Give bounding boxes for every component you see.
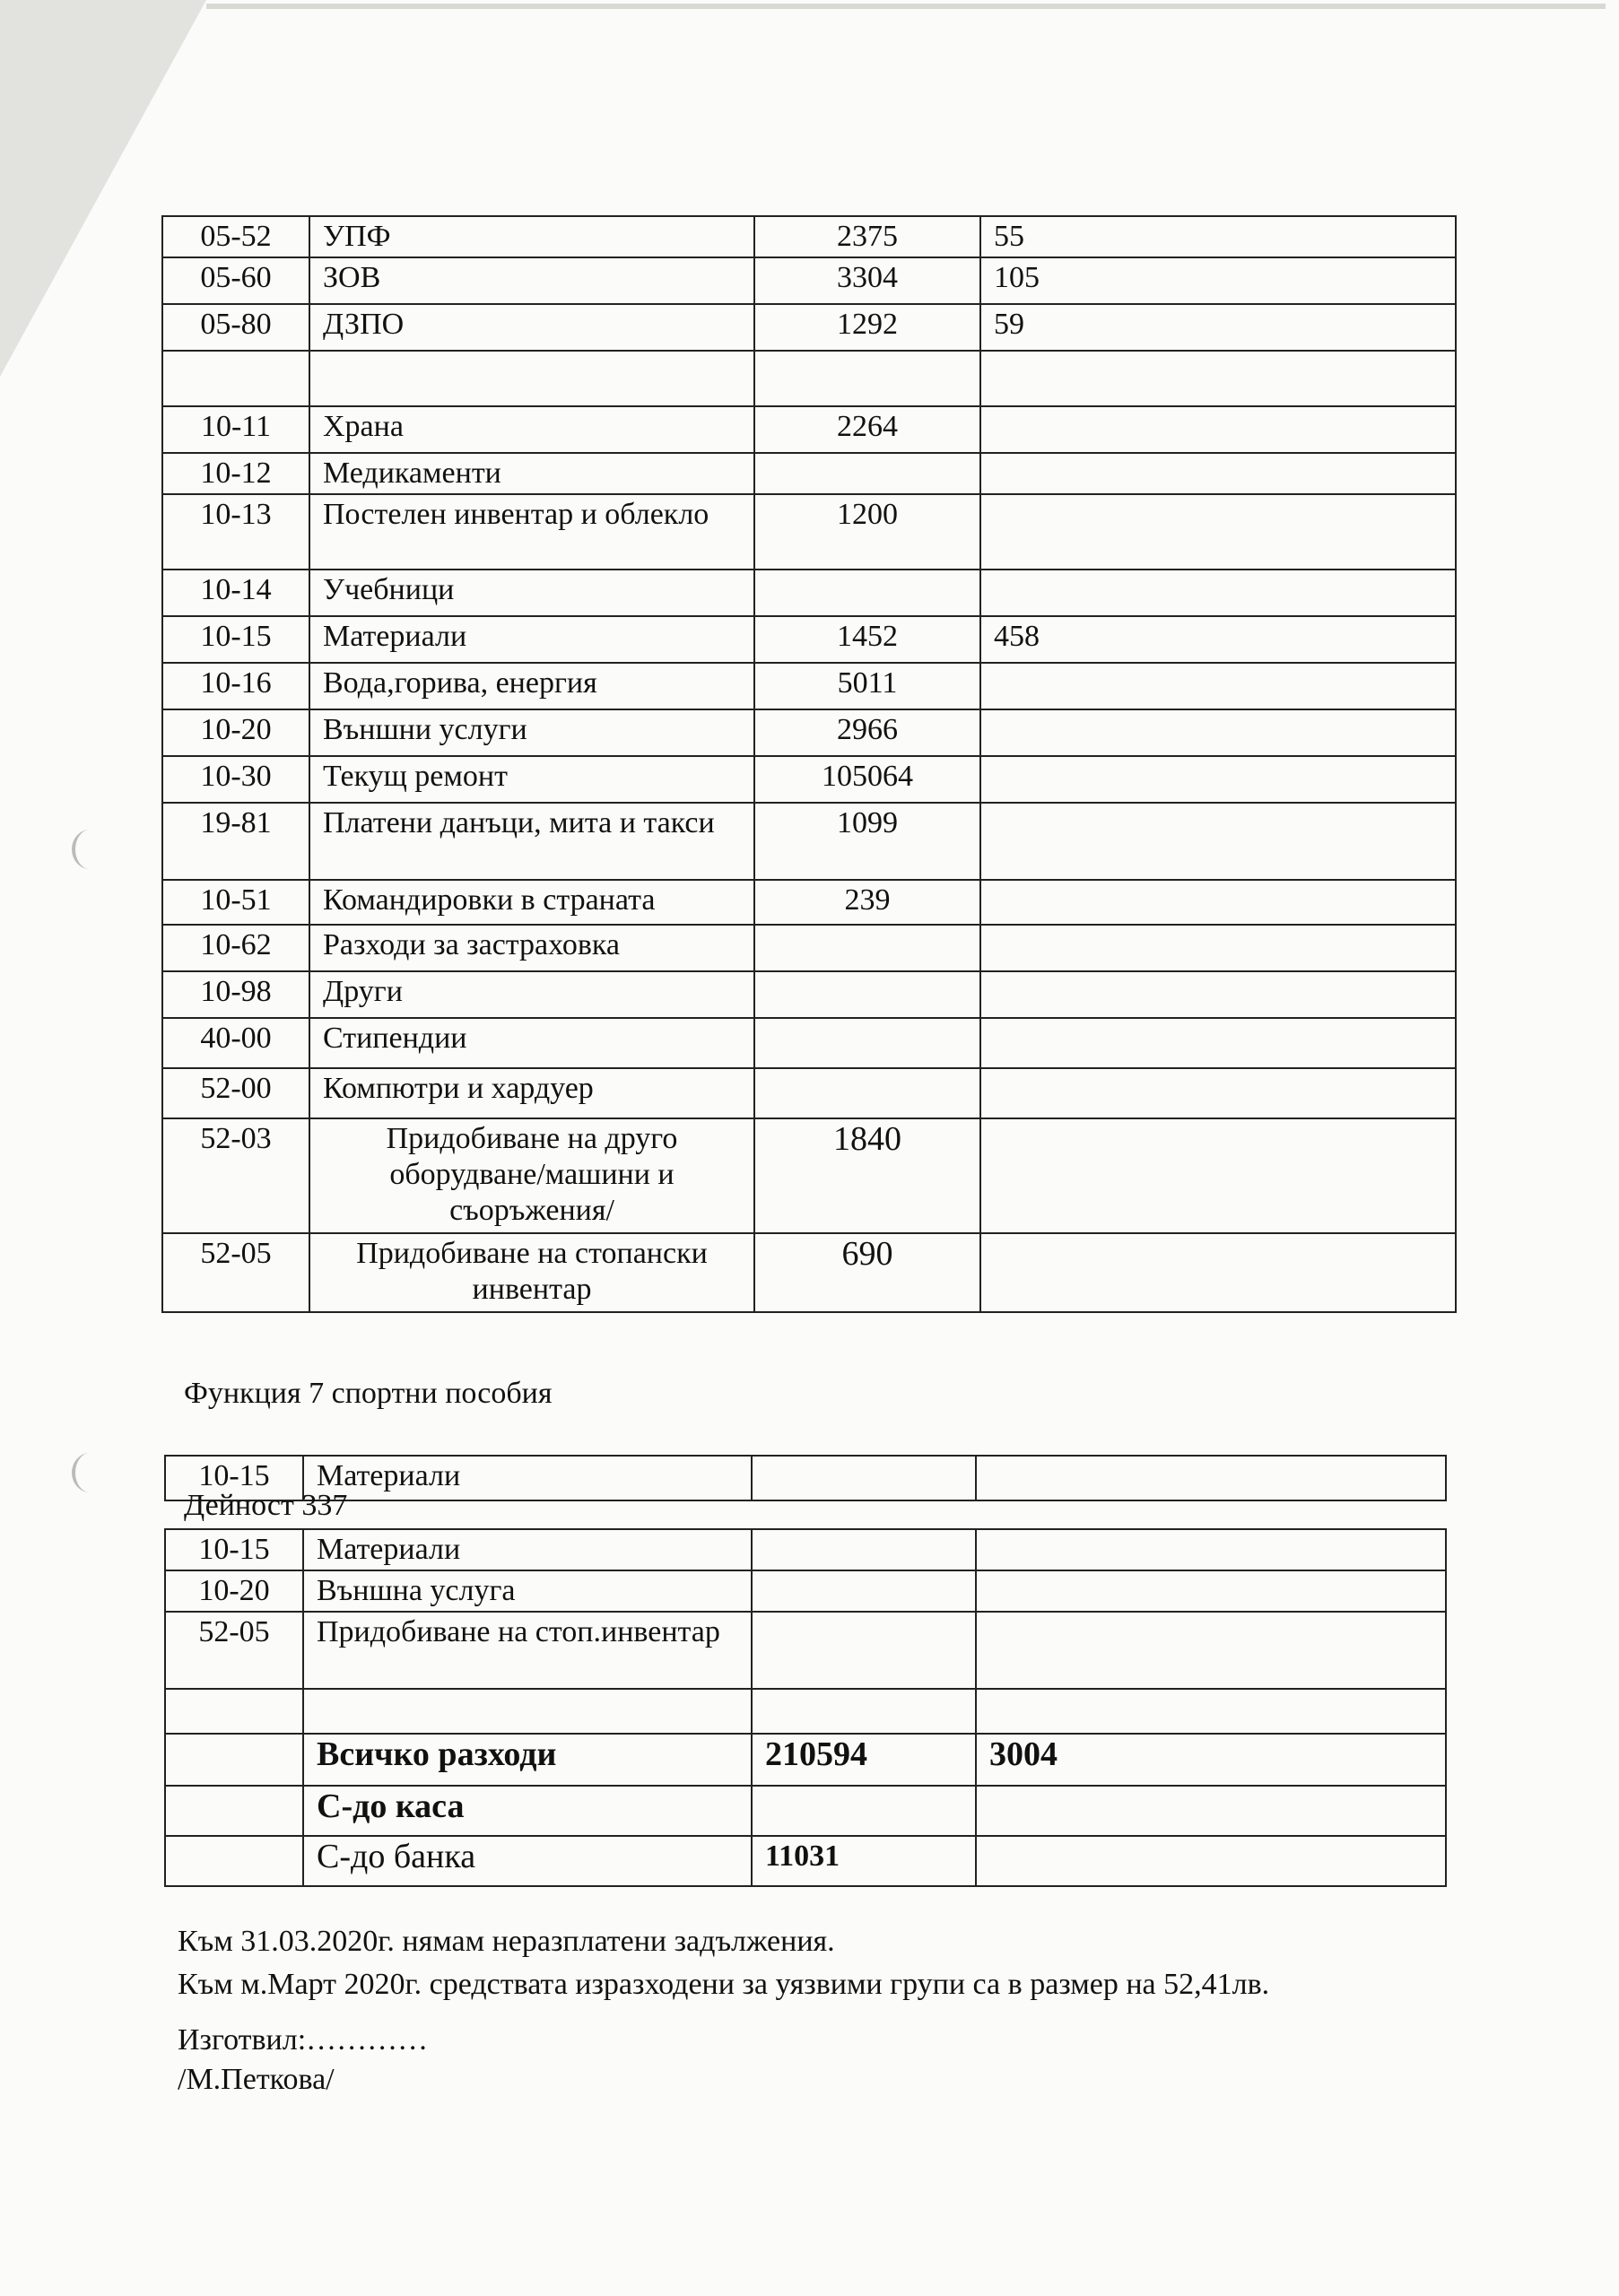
row-code: 10-13 — [162, 494, 309, 570]
table-row — [162, 1233, 1456, 1312]
row-extra: 59 — [980, 304, 1456, 351]
row-code: 10-51 — [162, 880, 309, 925]
total-amount: 210594 — [752, 1734, 976, 1786]
row-amount: 105064 — [754, 756, 980, 803]
note-line-1: Към 31.03.2020г. нямам неразплатени задължения. — [178, 1925, 835, 1958]
row-amount — [752, 1689, 976, 1734]
row-code: 10-20 — [165, 1570, 303, 1612]
table-row — [162, 616, 1456, 663]
row-code: 10-16 — [162, 663, 309, 709]
row-amount — [754, 570, 980, 616]
row-code: 52-03 — [162, 1118, 309, 1233]
row-extra — [976, 1689, 1446, 1734]
row-amount: 239 — [754, 880, 980, 925]
row-amount: 1200 — [754, 494, 980, 570]
row-code: 19-81 — [162, 803, 309, 880]
row-name: Командировки в страната — [309, 880, 754, 925]
row-code: 05-60 — [162, 257, 309, 304]
row-code: 10-14 — [162, 570, 309, 616]
row-extra — [980, 1068, 1456, 1118]
row-name: Постелен инвентар и облекло — [309, 494, 754, 570]
row-amount: 690 — [754, 1233, 980, 1312]
row-extra — [976, 1456, 1446, 1500]
row-extra — [980, 1118, 1456, 1233]
bank-row — [165, 1836, 1446, 1886]
table-row — [162, 216, 1456, 257]
row-amount — [754, 1018, 980, 1068]
row-amount — [754, 971, 980, 1018]
row-extra — [980, 1018, 1456, 1068]
total-row — [165, 1734, 1446, 1786]
row-extra — [980, 494, 1456, 570]
table-row — [162, 709, 1456, 756]
row-amount: 2375 — [754, 216, 980, 257]
row-name: Външни услуги — [309, 709, 754, 756]
row-code: 10-30 — [162, 756, 309, 803]
row-name: ЗОВ — [309, 257, 754, 304]
table-row — [165, 1529, 1446, 1570]
row-extra — [980, 453, 1456, 494]
bank-amount: 11031 — [752, 1836, 976, 1886]
row-code — [165, 1689, 303, 1734]
row-code — [165, 1786, 303, 1836]
row-extra — [980, 570, 1456, 616]
row-code: 05-80 — [162, 304, 309, 351]
table-row — [162, 925, 1456, 971]
cash-extra — [976, 1786, 1446, 1836]
total-label: Всичко разходи — [303, 1734, 752, 1786]
row-amount — [752, 1456, 976, 1500]
cash-amount — [752, 1786, 976, 1836]
table-row — [165, 1570, 1446, 1612]
table-row — [162, 1118, 1456, 1233]
function-heading: Функция 7 спортни пособия — [184, 1377, 553, 1410]
row-amount: 1292 — [754, 304, 980, 351]
cash-label: С-до каса — [303, 1786, 752, 1836]
row-name: Материали — [309, 616, 754, 663]
row-name: Текущ ремонт — [309, 756, 754, 803]
table-row — [165, 1689, 1446, 1734]
activity-heading: Дейност 337 — [184, 1489, 348, 1522]
row-name: УПФ — [309, 216, 754, 257]
bank-label: С-до банка — [303, 1836, 752, 1886]
row-name: Разходи за застраховка — [309, 925, 754, 971]
row-name: Стипендии — [309, 1018, 754, 1068]
row-name: Материали — [303, 1456, 752, 1500]
table-row — [162, 494, 1456, 570]
note-line-2: Към м.Март 2020г. средствата изразходени за уязвими групи са в размер на 52,41лв. — [178, 1968, 1270, 2001]
row-name: ДЗПО — [309, 304, 754, 351]
table-row — [165, 1456, 1446, 1500]
row-name: Други — [309, 971, 754, 1018]
row-code: 10-11 — [162, 406, 309, 453]
row-extra: 458 — [980, 616, 1456, 663]
table-row — [162, 803, 1456, 880]
row-extra — [980, 406, 1456, 453]
row-amount — [752, 1529, 976, 1570]
table-row — [162, 453, 1456, 494]
table-row — [162, 663, 1456, 709]
row-code: 10-12 — [162, 453, 309, 494]
row-extra — [980, 756, 1456, 803]
table-row — [162, 257, 1456, 304]
signer-name: /М.Петкова/ — [178, 2063, 335, 2096]
row-amount: 1840 — [754, 1118, 980, 1233]
row-amount: 3304 — [754, 257, 980, 304]
row-name: Учебници — [309, 570, 754, 616]
row-amount: 5011 — [754, 663, 980, 709]
row-code: 52-05 — [162, 1233, 309, 1312]
row-extra — [976, 1612, 1446, 1689]
row-extra — [976, 1529, 1446, 1570]
row-amount: 2966 — [754, 709, 980, 756]
table-row — [162, 971, 1456, 1018]
table-row — [162, 304, 1456, 351]
row-name: Компютри и хардуер — [309, 1068, 754, 1118]
table-row — [162, 756, 1456, 803]
row-amount — [754, 1068, 980, 1118]
row-code: 10-15 — [165, 1456, 303, 1500]
row-extra — [980, 803, 1456, 880]
row-name — [303, 1689, 752, 1734]
row-code: 10-62 — [162, 925, 309, 971]
row-extra: 55 — [980, 216, 1456, 257]
table-row — [162, 351, 1456, 406]
row-amount: 1099 — [754, 803, 980, 880]
punch-hole-mark — [72, 1453, 108, 1492]
row-name: Материали — [303, 1529, 752, 1570]
row-extra — [980, 925, 1456, 971]
row-name: Придобиване на друго оборудване/машини и съоръжения/ — [309, 1118, 754, 1233]
row-code — [162, 351, 309, 406]
row-amount — [754, 925, 980, 971]
row-amount — [752, 1612, 976, 1689]
table-row — [162, 1018, 1456, 1068]
table-row — [162, 1068, 1456, 1118]
row-name: Придобиване на стопански инвентар — [309, 1233, 754, 1312]
table-row — [162, 406, 1456, 453]
table-row — [165, 1612, 1446, 1689]
cash-row — [165, 1786, 1446, 1836]
row-code: 52-00 — [162, 1068, 309, 1118]
row-name: Медикаменти — [309, 453, 754, 494]
row-code: 10-15 — [165, 1529, 303, 1570]
punch-hole-mark — [72, 830, 108, 869]
row-amount: 1452 — [754, 616, 980, 663]
row-code — [165, 1836, 303, 1886]
expenses-table — [161, 215, 1457, 1313]
row-name: Платени данъци, мита и такси — [309, 803, 754, 880]
prepared-by: Изготвил:………… — [178, 2023, 429, 2057]
row-name: Външна услуга — [303, 1570, 752, 1612]
function-table — [164, 1455, 1447, 1501]
total-extra: 3004 — [976, 1734, 1446, 1786]
row-amount — [752, 1570, 976, 1612]
row-extra — [980, 1233, 1456, 1312]
row-extra — [976, 1570, 1446, 1612]
row-code: 10-20 — [162, 709, 309, 756]
bank-extra — [976, 1836, 1446, 1886]
row-amount — [754, 453, 980, 494]
row-extra — [980, 880, 1456, 925]
row-name: Придобиване на стоп.инвентар — [303, 1612, 752, 1689]
row-name: Храна — [309, 406, 754, 453]
row-code — [165, 1734, 303, 1786]
row-extra — [980, 709, 1456, 756]
row-amount: 2264 — [754, 406, 980, 453]
row-extra — [980, 351, 1456, 406]
row-name — [309, 351, 754, 406]
row-extra: 105 — [980, 257, 1456, 304]
table-row — [162, 880, 1456, 925]
scan-edge-line — [206, 4, 1606, 9]
row-name: Вода,горива, енергия — [309, 663, 754, 709]
row-amount — [754, 351, 980, 406]
row-extra — [980, 663, 1456, 709]
activity-table — [164, 1528, 1447, 1887]
row-code: 10-15 — [162, 616, 309, 663]
row-code: 52-05 — [165, 1612, 303, 1689]
row-extra — [980, 971, 1456, 1018]
row-code: 05-52 — [162, 216, 309, 257]
row-code: 10-98 — [162, 971, 309, 1018]
row-code: 40-00 — [162, 1018, 309, 1068]
table-row — [162, 570, 1456, 616]
